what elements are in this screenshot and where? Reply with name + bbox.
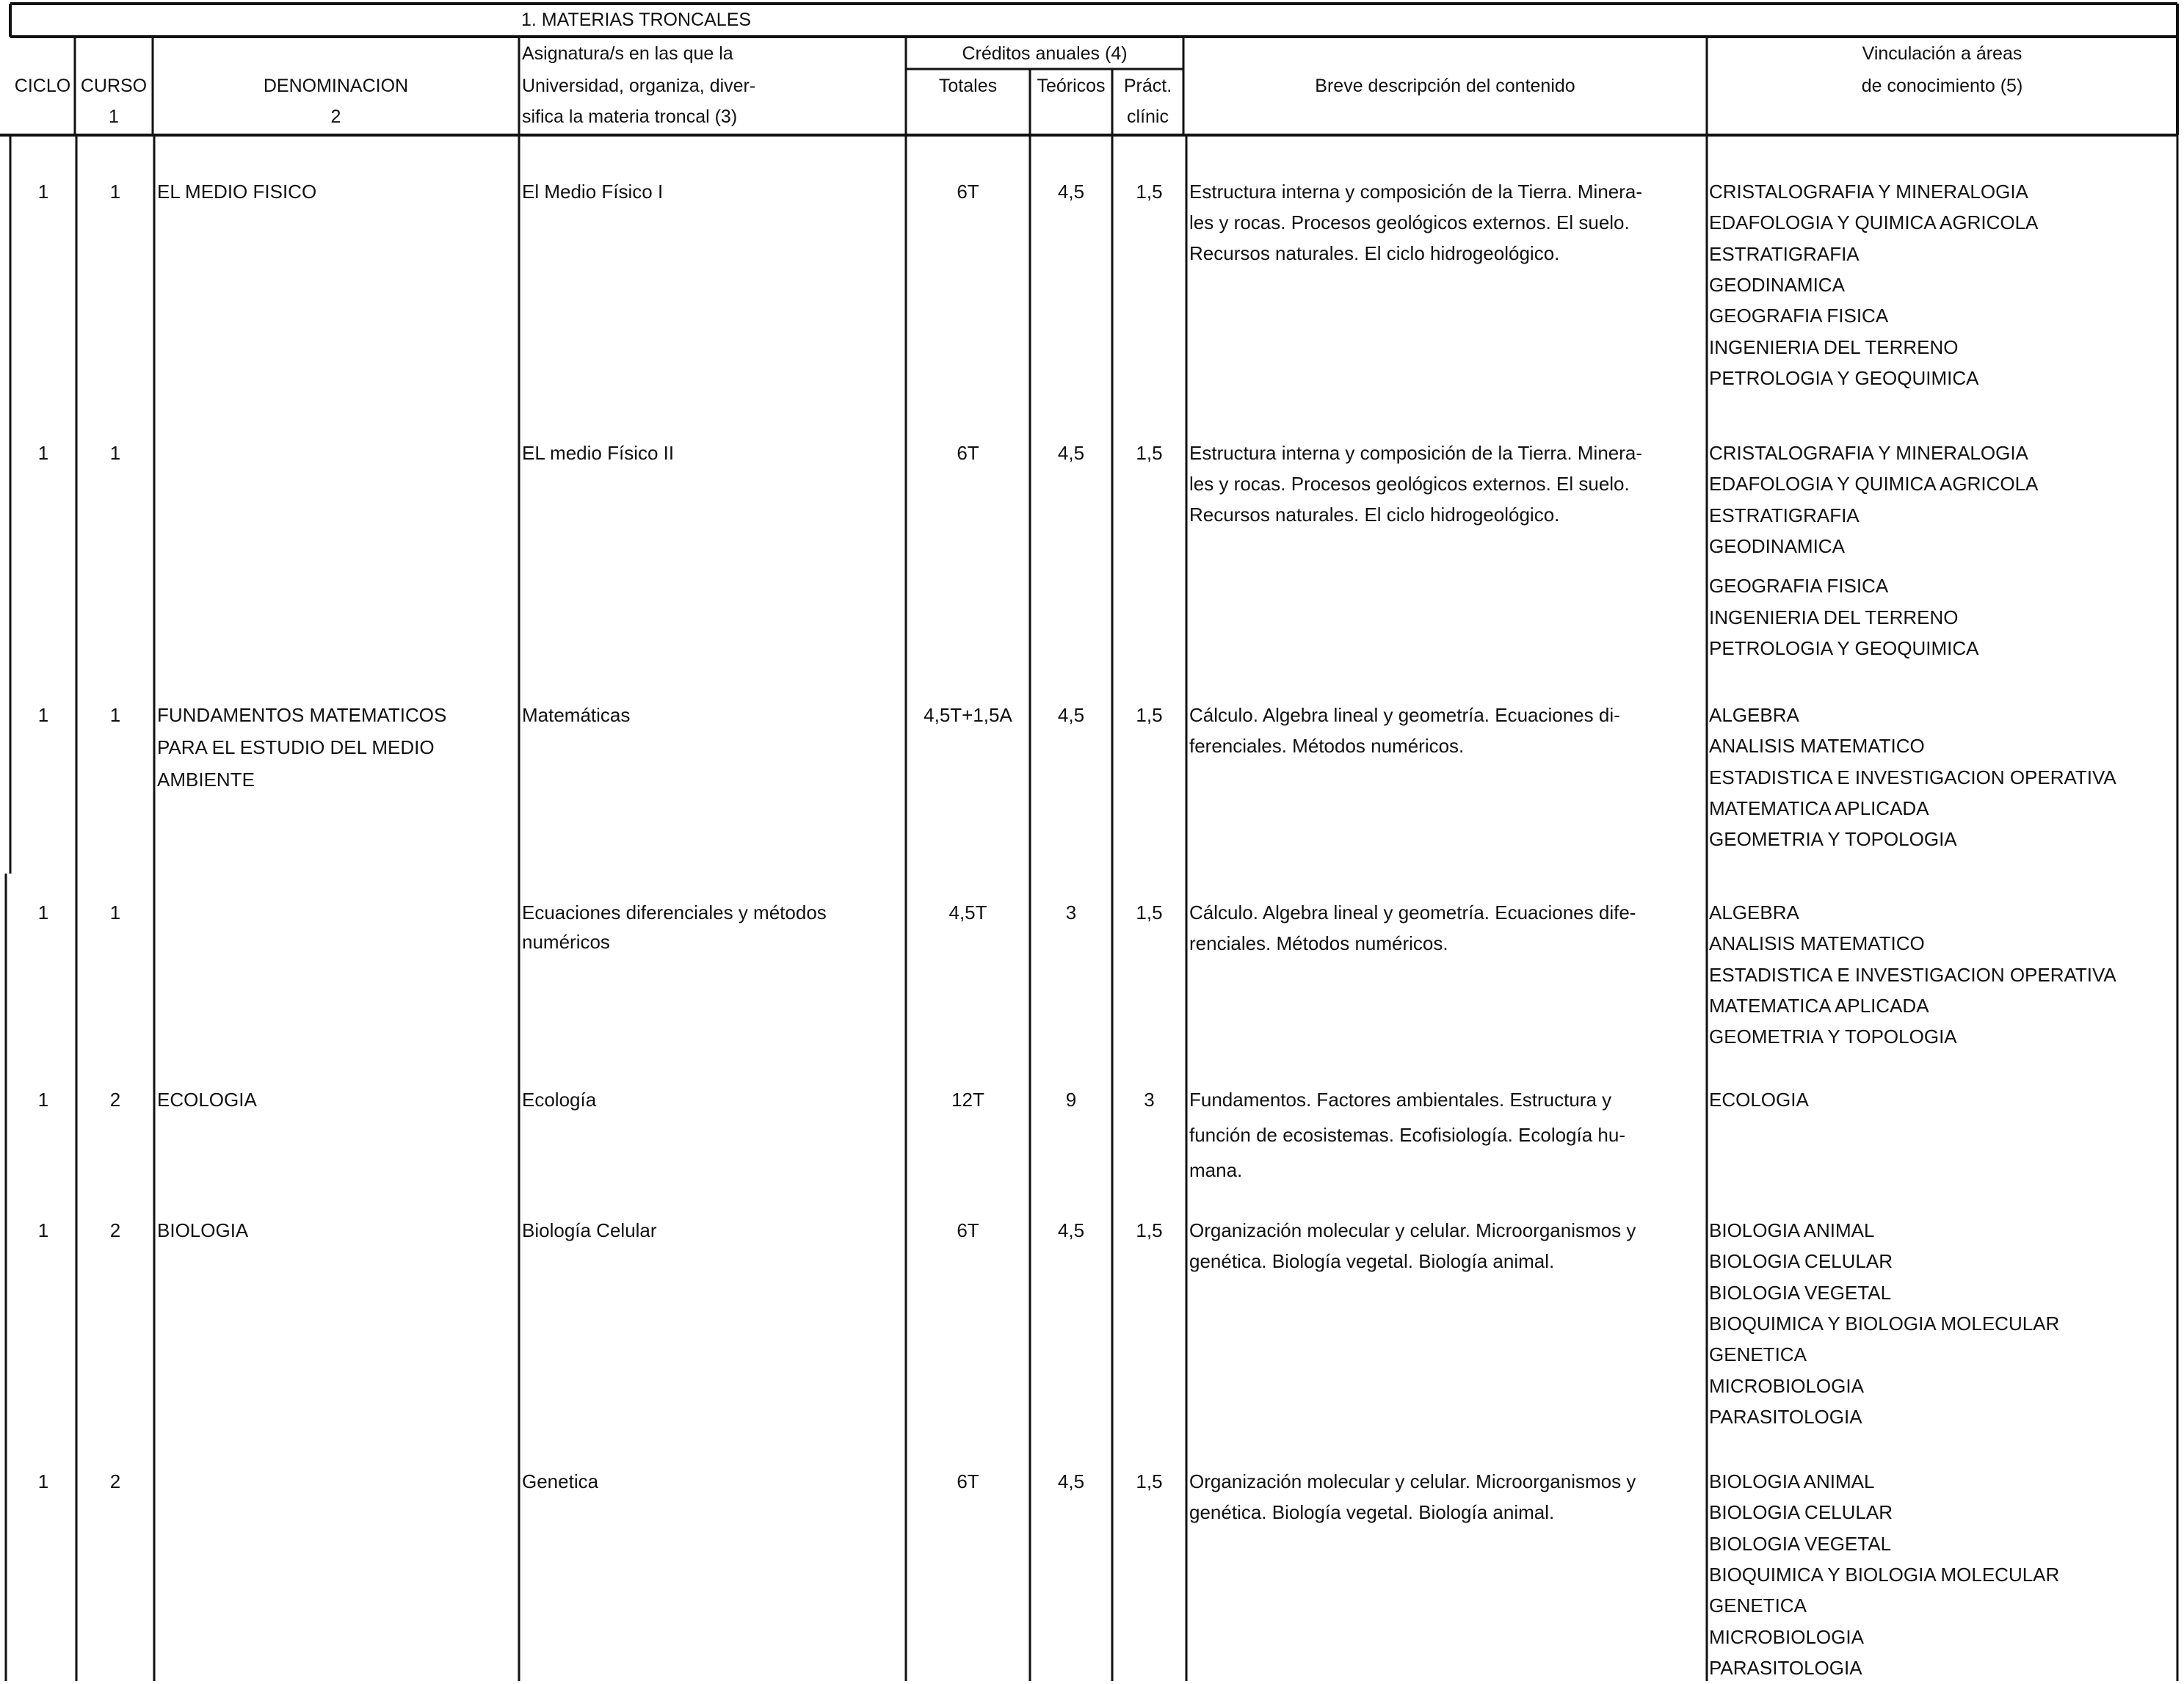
row-totales: 4,5T [948, 901, 987, 923]
row-curso: 1 [109, 181, 121, 203]
row-areas: GEOMETRIA Y TOPOLOGIA [1709, 828, 1957, 850]
row-descripcion: genética. Biología vegetal. Biología animal. [1189, 1501, 1555, 1523]
header-practicos-line: Práct. [1123, 76, 1172, 96]
row-curso: 1 [109, 704, 121, 726]
row-descripcion: Recursos naturales. El ciclo hidrogeológico. [1189, 504, 1560, 526]
header-practicos-line: clínic [1127, 106, 1169, 127]
row-descripcion: renciales. Métodos numéricos. [1189, 932, 1448, 954]
row-descripcion: Cálculo. Algebra lineal y geometría. Ecuaciones di- [1189, 704, 1620, 726]
row-areas: GEOGRAFIA FISICA [1709, 305, 1889, 327]
row-areas: INGENIERIA DEL TERRENO [1709, 336, 1959, 358]
row-areas: PARASITOLOGIA [1709, 1657, 1862, 1679]
row-areas: BIOLOGIA CELULAR [1709, 1501, 1893, 1523]
row-denominacion: PARA EL ESTUDIO DEL MEDIO [157, 736, 435, 758]
header-totales: Totales [938, 76, 998, 96]
row-asignatura: Biología Celular [522, 1219, 657, 1241]
row-ciclo: 1 [37, 704, 49, 726]
row-areas: ESTRATIGRAFIA [1709, 504, 1860, 526]
row-totales: 6T [957, 1219, 979, 1241]
row-descripcion: Estructura interna y composición de la Tierra. Minera- [1189, 442, 1643, 464]
row-teoricos: 4,5 [1057, 1470, 1085, 1492]
row-ciclo: 1 [37, 1219, 49, 1241]
row-denominacion: EL MEDIO FISICO [157, 181, 317, 203]
row-asignatura: EL medio Físico II [522, 442, 675, 464]
row-asignatura: Ecuaciones diferenciales y métodos [522, 901, 827, 923]
row-areas: BIOLOGIA VEGETAL [1709, 1533, 1892, 1555]
row-areas: GEODINAMICA [1709, 535, 1845, 557]
row-areas: MATEMATICA APLICADA [1709, 995, 1929, 1017]
row-areas: MATEMATICA APLICADA [1709, 797, 1929, 819]
row-descripcion: les y rocas. Procesos geológicos externos. El suelo. [1189, 211, 1630, 233]
row-teoricos: 4,5 [1057, 1219, 1085, 1241]
row-areas: ECOLOGIA [1709, 1089, 1809, 1111]
row-curso: 2 [109, 1089, 121, 1111]
row-denominacion: BIOLOGIA [157, 1219, 249, 1241]
row-areas: CRISTALOGRAFIA Y MINERALOGIA [1709, 442, 2028, 464]
row-teoricos: 9 [1065, 1089, 1077, 1111]
row-practicos: 1,5 [1136, 181, 1163, 203]
row-areas: MICROBIOLOGIA [1709, 1375, 1864, 1397]
row-areas: PETROLOGIA Y GEOQUIMICA [1709, 637, 1979, 659]
row-descripcion: les y rocas. Procesos geológicos externos. El suelo. [1189, 473, 1630, 495]
row-areas: BIOQUIMICA Y BIOLOGIA MOLECULAR [1709, 1313, 2060, 1335]
row-totales: 4,5T+1,5A [924, 704, 1012, 726]
row-totales: 12T [951, 1089, 984, 1111]
row-areas: ANALISIS MATEMATICO [1709, 735, 1925, 757]
header-asignatura-line: Universidad, organiza, diver- [522, 76, 756, 96]
header-vinculacion-line: de conocimiento (5) [1861, 76, 2023, 96]
row-areas: PETROLOGIA Y GEOQUIMICA [1709, 367, 1979, 389]
row-ciclo: 1 [37, 901, 49, 923]
row-denominacion: AMBIENTE [157, 769, 255, 791]
row-teoricos: 3 [1065, 901, 1077, 923]
row-descripcion: función de ecosistemas. Ecofisiología. Ecología hu- [1189, 1124, 1626, 1146]
row-areas: BIOLOGIA CELULAR [1709, 1250, 1893, 1272]
row-totales: 6T [957, 442, 979, 464]
row-areas: GENETICA [1709, 1594, 1807, 1616]
row-curso: 1 [109, 901, 121, 923]
row-curso: 1 [109, 442, 121, 464]
row-ciclo: 1 [37, 1470, 49, 1492]
row-areas: ANALISIS MATEMATICO [1709, 932, 1925, 954]
row-descripcion: Recursos naturales. El ciclo hidrogeológico. [1189, 242, 1560, 264]
header-denominacion-num: 2 [330, 106, 341, 127]
row-descripcion: ferenciales. Métodos numéricos. [1189, 735, 1465, 757]
row-areas: ESTRATIGRAFIA [1709, 243, 1860, 265]
row-descripcion: Organización molecular y celular. Microorganismos y [1189, 1219, 1636, 1241]
header-descripcion: Breve descripción del contenido [1315, 76, 1575, 96]
row-practicos: 1,5 [1136, 1219, 1163, 1241]
row-areas: ALGEBRA [1709, 704, 1799, 726]
row-areas: BIOLOGIA ANIMAL [1709, 1219, 1875, 1241]
row-descripcion: Estructura interna y composición de la Tierra. Minera- [1189, 181, 1643, 203]
row-asignatura: El Medio Físico I [522, 181, 664, 203]
row-areas: GEOGRAFIA FISICA [1709, 575, 1889, 597]
row-practicos: 1,5 [1136, 1470, 1163, 1492]
header-teoricos: Teóricos [1037, 76, 1106, 96]
row-areas: GEODINAMICA [1709, 274, 1845, 296]
header-ciclo: CICLO [14, 76, 71, 96]
section-title: 1. MATERIAS TRONCALES [521, 10, 752, 30]
row-areas: BIOLOGIA VEGETAL [1709, 1282, 1892, 1304]
row-areas: PARASITOLOGIA [1709, 1406, 1862, 1428]
header-vinculacion-line: Vinculación a áreas [1862, 43, 2022, 64]
row-ciclo: 1 [37, 442, 49, 464]
row-descripcion: genética. Biología vegetal. Biología animal. [1189, 1250, 1555, 1272]
row-areas: BIOQUIMICA Y BIOLOGIA MOLECULAR [1709, 1564, 2060, 1586]
row-denominacion: FUNDAMENTOS MATEMATICOS [157, 704, 447, 726]
row-asignatura: Matemáticas [522, 704, 631, 726]
row-descripcion: Organización molecular y celular. Microorganismos y [1189, 1470, 1636, 1492]
row-asignatura: numéricos [522, 931, 610, 953]
row-teoricos: 4,5 [1057, 181, 1085, 203]
row-descripcion: Cálculo. Algebra lineal y geometría. Ecuaciones dife- [1189, 901, 1636, 923]
row-totales: 6T [957, 181, 979, 203]
header-creditos: Créditos anuales (4) [962, 43, 1128, 64]
row-areas: ESTADISTICA E INVESTIGACION OPERATIVA [1709, 766, 2116, 788]
header-asignatura-line: sifica la materia troncal (3) [522, 106, 738, 127]
header-denominacion: DENOMINACION [263, 76, 409, 96]
header-curso: CURSO [80, 76, 148, 96]
row-totales: 6T [957, 1470, 979, 1492]
row-practicos: 3 [1144, 1089, 1155, 1111]
row-asignatura: Genetica [522, 1470, 599, 1492]
header-asignatura-line: Asignatura/s en las que la [522, 43, 733, 64]
row-areas: BIOLOGIA ANIMAL [1709, 1470, 1875, 1492]
row-areas: EDAFOLOGIA Y QUIMICA AGRICOLA [1709, 211, 2039, 233]
row-areas: INGENIERIA DEL TERRENO [1709, 606, 1959, 628]
row-areas: MICROBIOLOGIA [1709, 1626, 1864, 1648]
header-curso-num: 1 [109, 106, 119, 127]
row-practicos: 1,5 [1136, 442, 1163, 464]
row-asignatura: Ecología [522, 1089, 597, 1111]
row-ciclo: 1 [37, 181, 49, 203]
row-descripcion: Fundamentos. Factores ambientales. Estructura y [1189, 1089, 1612, 1111]
row-practicos: 1,5 [1136, 704, 1163, 726]
row-areas: CRISTALOGRAFIA Y MINERALOGIA [1709, 181, 2028, 203]
row-practicos: 1,5 [1136, 901, 1163, 923]
row-curso: 2 [109, 1470, 121, 1492]
row-denominacion: ECOLOGIA [157, 1089, 257, 1111]
row-ciclo: 1 [37, 1089, 49, 1111]
row-areas: GENETICA [1709, 1343, 1807, 1365]
row-descripcion: mana. [1189, 1159, 1243, 1181]
row-curso: 2 [109, 1219, 121, 1241]
row-teoricos: 4,5 [1057, 704, 1085, 726]
row-teoricos: 4,5 [1057, 442, 1085, 464]
row-areas: ESTADISTICA E INVESTIGACION OPERATIVA [1709, 964, 2116, 986]
row-areas: GEOMETRIA Y TOPOLOGIA [1709, 1026, 1957, 1048]
row-areas: ALGEBRA [1709, 901, 1799, 923]
row-areas: EDAFOLOGIA Y QUIMICA AGRICOLA [1709, 473, 2039, 495]
